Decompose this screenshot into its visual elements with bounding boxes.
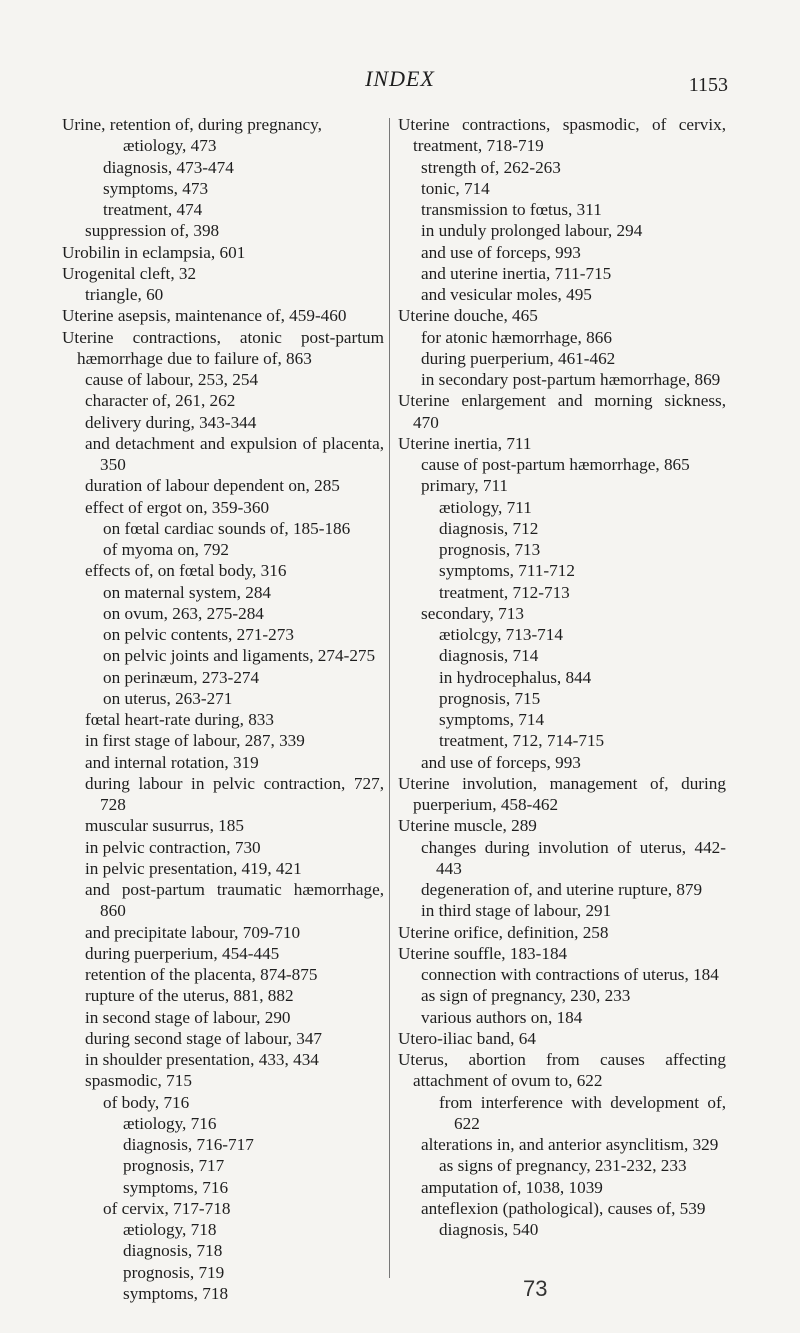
index-subentry: for atonic hæmorrhage, 866 [421, 327, 612, 347]
index-heading: Utero-iliac band, 64 [398, 1028, 536, 1048]
index-subentry: changes during involution of uterus, 442-443 [421, 837, 726, 878]
index-column-left [62, 114, 384, 1304]
index-subentry: treatment, 712-713 [439, 582, 570, 602]
index-heading: Urine, retention of, during pregnancy, [62, 115, 322, 134]
index-subentry: symptoms, 718 [123, 1283, 229, 1303]
index-subentry: on pelvic contents, 271-273 [103, 625, 294, 644]
index-subentry: prognosis, 717 [123, 1156, 225, 1176]
index-subentry: connection with contractions of uterus, 184 [421, 965, 719, 984]
index-subentry: on ovum, 263, 275-284 [103, 603, 264, 623]
index-subentry: as signs of pregnancy, 231-232, 233 [439, 1156, 687, 1176]
index-heading: Uterine muscle, 289 [398, 816, 537, 836]
index-subentry: symptoms, 716 [123, 1177, 229, 1197]
index-subentry: during labour in pelvic contraction, 727, 728 [85, 773, 384, 814]
index-subentry: in shoulder presentation, 433, 434 [85, 1050, 319, 1069]
index-subentry: retention of the placenta, 874-875 [85, 965, 318, 984]
index-subentry: rupture of the uterus, 881, 882 [85, 986, 294, 1006]
index-heading: Uterine involution, management of, during puerperium, 458-462 [398, 773, 726, 814]
index-subentry: diagnosis, 716-717 [123, 1135, 254, 1154]
column-divider [389, 118, 390, 1278]
index-subentry: ætiology, 711 [439, 497, 532, 517]
index-subentry: primary, 711 [421, 476, 509, 496]
index-subentry: in unduly prolonged labour, 294 [421, 221, 643, 241]
index-subentry: effect of ergot on, 359-360 [85, 497, 270, 517]
index-subentry: secondary, 713 [421, 603, 524, 623]
index-subentry: on maternal system, 284 [103, 582, 272, 602]
index-subentry: in first stage of labour, 287, 339 [85, 731, 305, 751]
index-subentry: anteflexion (pathological), causes of, 539 [421, 1198, 706, 1218]
index-subentry: on perinæum, 273-274 [103, 667, 260, 687]
index-subentry: in pelvic contraction, 730 [85, 837, 261, 857]
index-subentry: tonic, 714 [421, 178, 490, 198]
index-subentry: as sign of pregnancy, 230, 233 [421, 986, 631, 1006]
index-subentry: ætiolcgy, 713-714 [439, 625, 563, 644]
index-subentry: spasmodic, 715 [85, 1071, 192, 1091]
index-subentry: transmission to fœtus, 311 [421, 200, 602, 219]
index-subentry: symptoms, 711-712 [439, 561, 575, 581]
index-subentry: triangle, 60 [85, 285, 164, 304]
index-subentry: delivery during, 343-344 [85, 412, 257, 432]
index-heading: Uterine souffle, 183-184 [398, 943, 568, 963]
index-subentry: during puerperium, 461-462 [421, 348, 616, 368]
index-heading: Uterine orifice, definition, 258 [398, 922, 609, 942]
page-header [0, 64, 800, 104]
index-subentry: and post-partum traumatic hæmorrhage, 860 [85, 880, 384, 921]
index-subentry: and vesicular moles, 495 [421, 285, 592, 304]
page-number: 1153 [688, 74, 728, 96]
index-heading: Uterine douche, 465 [398, 306, 538, 326]
index-subentry: amputation of, 1038, 1039 [421, 1177, 603, 1197]
index-subentry: prognosis, 715 [439, 688, 541, 708]
index-subentry: prognosis, 719 [123, 1262, 225, 1282]
index-subentry: character of, 261, 262 [85, 391, 236, 411]
index-subentry: ætiology, 473 [123, 136, 217, 156]
index-heading: Urobilin in eclampsia, 601 [62, 242, 246, 262]
index-subentry: on pelvic joints and ligaments, 274-275 [103, 646, 376, 666]
index-subentry: and precipitate labour, 709-710 [85, 922, 301, 942]
index-subentry: diagnosis, 473-474 [103, 157, 234, 177]
signature-mark: 73 [523, 1276, 548, 1301]
index-subentry: from interference with development of, 622 [439, 1092, 726, 1133]
index-subentry: in second stage of labour, 290 [85, 1007, 291, 1027]
index-subentry: during second stage of labour, 347 [85, 1028, 323, 1048]
index-subentry: and use of forceps, 993 [421, 242, 581, 262]
index-subentry: of cervix, 717-718 [103, 1198, 231, 1218]
index-subentry: symptoms, 473 [103, 178, 209, 198]
index-subentry: duration of labour dependent on, 285 [85, 476, 340, 496]
index-subentry: diagnosis, 712 [439, 518, 539, 538]
index-subentry: cause of post-partum hæmorrhage, 865 [421, 455, 690, 474]
index-subentry: and uterine inertia, 711-715 [421, 263, 612, 283]
index-heading: Uterine contractions, atonic post-partum hæmorrhage due to failure of, 863 [62, 327, 384, 368]
index-subentry: degeneration of, and uterine rupture, 879 [421, 880, 703, 899]
index-subentry: in third stage of labour, 291 [421, 901, 612, 921]
index-subentry: in secondary post-partum hæmorrhage, 869 [421, 370, 721, 389]
index-subentry: of body, 716 [103, 1092, 190, 1112]
index-subentry: strength of, 262-263 [421, 157, 561, 177]
index-subentry: and detachment and expulsion of placenta, 350 [85, 433, 384, 474]
index-subentry: and internal rotation, 319 [85, 752, 259, 772]
index-heading: Urogenital cleft, 32 [62, 263, 197, 283]
index-subentry: of myoma on, 792 [103, 540, 230, 559]
index-subentry: various authors on, 184 [421, 1007, 583, 1027]
index-subentry: in hydrocephalus, 844 [439, 667, 592, 687]
index-subentry: cause of labour, 253, 254 [85, 370, 259, 389]
index-subentry: suppression of, 398 [85, 221, 220, 241]
index-subentry: diagnosis, 718 [123, 1241, 223, 1261]
index-subentry: and use of forceps, 993 [421, 752, 581, 772]
index-heading: Uterine contractions, spasmodic, of cervix, treatment, 718-719 [398, 115, 726, 156]
index-heading: Uterus, abortion from causes affecting attachment of ovum to, 622 [398, 1050, 726, 1091]
index-subentry: fœtal heart-rate during, 833 [85, 710, 274, 729]
index-subentry: symptoms, 714 [439, 710, 545, 729]
index-subentry: muscular susurrus, 185 [85, 816, 244, 836]
index-subentry: treatment, 712, 714-715 [439, 731, 605, 751]
index-heading: Uterine asepsis, maintenance of, 459-460 [62, 306, 347, 326]
index-subentry: treatment, 474 [103, 200, 203, 219]
index-subentry: in pelvic presentation, 419, 421 [85, 858, 302, 878]
index-column-right [398, 114, 726, 1240]
index-subentry: prognosis, 713 [439, 540, 541, 559]
index-subentry: ætiology, 716 [123, 1113, 217, 1133]
index-heading: Uterine inertia, 711 [398, 433, 532, 453]
index-subentry: alterations in, and anterior asynclitism, 329 [421, 1135, 719, 1154]
index-subentry: during puerperium, 454-445 [85, 943, 280, 963]
index-subentry: diagnosis, 540 [439, 1220, 539, 1239]
index-subentry: on fœtal cardiac sounds of, 185-186 [103, 518, 351, 538]
index-heading: Uterine enlargement and morning sickness, 470 [398, 391, 726, 432]
index-subentry: diagnosis, 714 [439, 646, 539, 666]
index-subentry: ætiology, 718 [123, 1220, 217, 1239]
index-subentry: on uterus, 263-271 [103, 688, 233, 708]
running-head: INDEX [365, 66, 435, 91]
index-subentry: effects of, on fœtal body, 316 [85, 561, 287, 581]
